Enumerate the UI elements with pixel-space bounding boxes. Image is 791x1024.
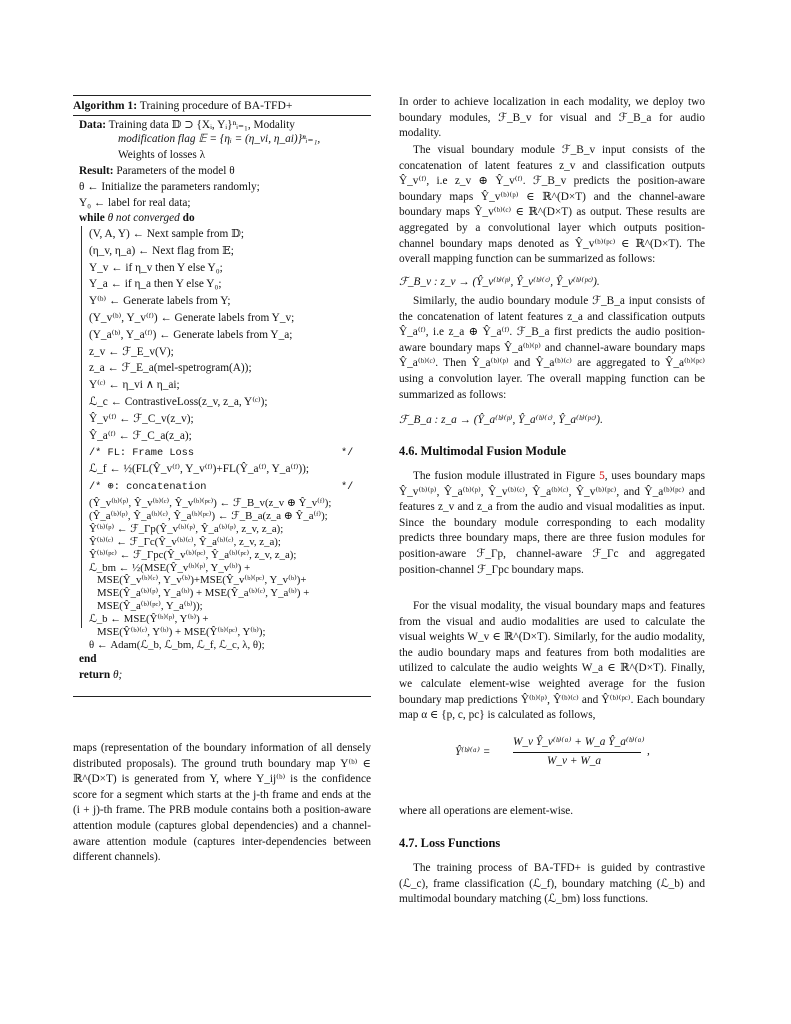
equation-fusion-numerator: W_v Ŷ_v⁽ᵇ⁾⁽ᵅ⁾ + W_a Ŷ_a⁽ᵇ⁾⁽ᵅ⁾ [513, 736, 645, 748]
algorithm-title [73, 99, 371, 116]
result-line [79, 164, 235, 178]
algorithm-step: Y_a ← if η_a then Y else Y₀; [89, 278, 222, 291]
comment-frame-loss [89, 446, 194, 460]
while-line [79, 211, 195, 225]
equation-fusion [455, 735, 675, 775]
algorithm-step: Ŷ_v⁽ᶠ⁾ ← ℱ_C_v(z_v); [89, 412, 194, 425]
comment-end-2: */ [341, 481, 354, 493]
algorithm-step: z_a ← ℱ_E_a(mel-spetrogram(A)); [89, 362, 252, 375]
do-keyword: do [182, 212, 195, 224]
equation-fusion-denominator: W_v + W_a [547, 755, 602, 767]
algorithm-step: z_v ← ℱ_E_v(V); [89, 345, 174, 358]
algorithm-step: (Y_v⁽ᵇ⁾, Y_v⁽ᶠ⁾) ← Generate labels from Y_v; [89, 312, 295, 324]
algorithm-step: Ŷ⁽ᵇ⁾⁽ᶜ⁾ ← ℱ_Γc(Ŷ_v⁽ᵇ⁾⁽ᶜ⁾, Ŷ_a⁽ᵇ⁾⁽ᶜ⁾, z_v, z_a); [89, 535, 281, 548]
right-paragraph-6: where all operations are element-wise. [399, 805, 574, 817]
algorithm-step: Y⁽ᵇ⁾ ← Generate labels from Y; [89, 295, 231, 308]
algorithm-title-text: Training procedure of BA-TFD+ [139, 99, 293, 112]
figure-5-link[interactable]: 5 [599, 470, 605, 482]
comment-concat-text: /* ⊕: concatenation [89, 481, 207, 493]
algorithm-step: (Y_a⁽ᵇ⁾, Y_a⁽ᶠ⁾) ← Generate labels from Y_a; [89, 328, 293, 341]
algorithm-step: MSE(Ŷ_v⁽ᵇ⁾⁽ᶜ⁾, Y_v⁽ᵇ⁾)+MSE(Ŷ_v⁽ᵇ⁾⁽ᵖᶜ⁾, Y_v⁽ᵇ⁾)+ [97, 574, 307, 587]
data-line-3: Weights of losses λ [118, 149, 206, 161]
right-paragraph-7: The training process of BA-TFD+ is guided by contrastive (ℒ_c), frame classification (ℒ_f), boundary matching (ℒ_b) and multimodal boundary matching (ℒ_bm) loss functions. [399, 862, 705, 906]
algorithm-step: (η_v, η_a) ← Next flag from 𝔼; [89, 244, 234, 257]
result-label: Result: [79, 165, 114, 177]
algorithm-step: Y_v ← if η_v then Y else Y₀; [89, 261, 223, 274]
data-line-2: modification flag 𝔼 = {ηᵢ = (η_vi, η_ai)}ⁿᵢ₌₁, [118, 133, 321, 145]
algorithm-step: Ŷ_a⁽ᶠ⁾ ← ℱ_C_a(z_a); [89, 429, 192, 442]
algorithm-step: Y⁽ᶜ⁾ ← η_vi ∧ η_ai; [89, 379, 180, 392]
section-heading-fusion: 4.6. Multimodal Fusion Module [399, 444, 566, 458]
equation-fusion-comma: , [647, 745, 650, 757]
right-paragraph-2: The visual boundary module ℱ_B_v input consists of the concatenation of latent features z_v and classification outputs Ŷ_v⁽ᶠ⁾, i.e z_v ⊕ Ŷ_v⁽ᶠ⁾. ℱ_B_v predicts the position-aware boundary maps Ŷ_v⁽ᵇ⁾⁽ᵖ⁾ ∈ ℝ^(D×T) and the channel-aware boundary maps Ŷ_v⁽ᵇ⁾⁽ᶜ⁾ ∈ ℝ^(D×T) as output. These results are aggregated by a convolutional layer which outputs position-channel boundary maps denoted as Ŷ_v⁽ᵇ⁾⁽ᵖᶜ⁾ ∈ ℝ^(D×T). The overall mapping function can be summarized as follows: [399, 144, 705, 266]
equation-fusion-bar [513, 752, 641, 753]
left-paragraph: maps (representation of the boundary information of all densely distributed proposals). The ground truth boundary map Y⁽ᵇ⁾ ∈ ℝ^(D×T) is generated from Y, where Y_ij⁽ᵇ⁾ is the confidence score for a segment which starts at the j-th frame and ends at the (i + j)-th frame. The PRB module contains both a position-aware attention module (captures global dependencies) and a channel-aware attention module (captures inter-dependencies between different channels). [73, 742, 371, 864]
while-condition: θ not converged [107, 212, 180, 224]
algorithm-label: Algorithm 1: [73, 99, 138, 112]
return-line [79, 668, 122, 682]
right-paragraph-1: In order to achieve localization in each modality, we deploy two boundary modules, ℱ_B_v for visual and ℱ_B_a for audio modality. [399, 96, 705, 140]
fusion-text-a: The fusion module illustrated in Figure [413, 470, 600, 482]
equation-fusion-lhs: Ŷ⁽ᵇ⁾⁽ᵅ⁾ = [455, 746, 491, 758]
algorithm-step: (Ŷ_v⁽ᵇ⁾⁽ᵖ⁾, Ŷ_v⁽ᵇ⁾⁽ᶜ⁾, Ŷ_v⁽ᵇ⁾⁽ᵖᶜ⁾) ← ℱ_B_v(z_v ⊕ Ŷ_v⁽ᶠ⁾); [89, 497, 332, 509]
while-keyword: while [79, 212, 105, 224]
algorithm-step: (V, A, Y) ← Next sample from 𝔻; [89, 228, 245, 240]
return-keyword: return [79, 669, 111, 681]
data-line-1 [79, 118, 295, 132]
algorithm-step: Ŷ⁽ᵇ⁾⁽ᵖ⁾ ← ℱ_Γp(Ŷ_v⁽ᵇ⁾⁽ᵖ⁾, Ŷ_a⁽ᵇ⁾⁽ᵖ⁾, z_v, z_a); [89, 522, 284, 535]
algorithm-step: MSE(Ŷ_a⁽ᵇ⁾⁽ᵖ⁾, Y_a⁽ᵇ⁾) + MSE(Ŷ_a⁽ᵇ⁾⁽ᶜ⁾, Y_a⁽ᵇ⁾) + [97, 587, 310, 600]
algorithm-step: ℒ_b ← MSE(Ŷ⁽ᵇ⁾⁽ᵖ⁾, Y⁽ᵇ⁾) + [89, 613, 209, 626]
equation-audio-mapping: ℱ_B_a : z_a → (Ŷ_a⁽ᵇ⁾⁽ᵖ⁾, Ŷ_a⁽ᵇ⁾⁽ᶜ⁾, Ŷ_a⁽ᵇ⁾⁽ᵖᶜ⁾). [399, 414, 603, 426]
end-keyword: end [79, 653, 97, 665]
algorithm-step: ℒ_c ← ContrastiveLoss(z_v, z_a, Y⁽ᶜ⁾); [89, 396, 268, 408]
algorithm-step: Ŷ⁽ᵇ⁾⁽ᵖᶜ⁾ ← ℱ_Γpc(Ŷ_v⁽ᵇ⁾⁽ᵖᶜ⁾, Ŷ_a⁽ᵇ⁾⁽ᵖᶜ⁾, z_v, z_a); [89, 548, 297, 561]
right-paragraph-3: Similarly, the audio boundary module ℱ_B_a input consists of the concatenation of latent features z_a and classification outputs Ŷ_a⁽ᶠ⁾, i.e z_a ⊕ Ŷ_a⁽ᶠ⁾. ℱ_B_a first predicts the audio position-aware boundary maps Ŷ_a⁽ᵇ⁾⁽ᵖ⁾ and channel-aware boundary maps Ŷ_a⁽ᵇ⁾⁽ᶜ⁾. Then Ŷ_a⁽ᵇ⁾⁽ᵖ⁾ and Ŷ_a⁽ᵇ⁾⁽ᶜ⁾ are aggregated to Ŷ_a⁽ᵇ⁾⁽ᵖᶜ⁾ using a convolution layer. The overall mapping function can be summarized as follows: [399, 295, 705, 401]
comment-end-1: */ [341, 447, 354, 459]
data-line-1-text: Training data 𝔻 ⊃ {Xᵢ, Yᵢ}ⁿᵢ₌₁, Modality [108, 119, 295, 131]
comment-frame-loss-text: /* FL: Frame Loss [89, 447, 195, 459]
data-label: Data: [79, 119, 106, 131]
frame-loss-line: ℒ_f ← ½(FL(Ŷ_v⁽ᶠ⁾, Y_v⁽ᶠ⁾)+FL(Ŷ_a⁽ᶠ⁾, Y_a⁽ᶠ⁾)); [89, 463, 310, 475]
while-body-bar [81, 226, 82, 628]
result-text: Parameters of the model θ [116, 165, 235, 177]
algorithm-box [73, 95, 371, 697]
algorithm-step: θ ← Adam(ℒ_b, ℒ_bm, ℒ_f, ℒ_c, λ, θ); [89, 638, 265, 651]
return-value: θ; [113, 669, 123, 681]
y0-line: Y₀ ← label for real data; [79, 197, 191, 209]
right-paragraph-4 [399, 469, 705, 578]
fusion-text-b: , uses boundary maps Ŷ_v⁽ᵇ⁾⁽ᵖ⁾, Ŷ_a⁽ᵇ⁾⁽ᵖ⁾, Ŷ_v⁽ᵇ⁾⁽ᶜ⁾, Ŷ_a⁽ᵇ⁾⁽ᶜ⁾, Ŷ_v⁽ᵇ⁾⁽ᵖᶜ⁾, and Ŷ_a⁽ᵇ⁾⁽ᵖᶜ⁾ and features z_v and z_a from the audio and visual modalities as input. Since the boundary module corresponding to each modality predicts three boundary maps, there are three fusion modules for position-aware ℱ_Γp, channel-aware ℱ_Γc and aggregated position-channel ℱ_Γpc boundary maps. [399, 470, 706, 576]
init-line: θ ← Initialize the parameters randomly; [79, 181, 260, 193]
algorithm-step: MSE(Ŷ_a⁽ᵇ⁾⁽ᵖᶜ⁾, Y_a⁽ᵇ⁾)); [97, 600, 203, 613]
right-paragraph-5: For the visual modality, the visual boundary maps and features from the visual and audio modalities are used to calculate the visual weights W_v ∈ ℝ^(D×T). Similarly, for the audio modality, the audio boundary maps and features from both modalities are utilized to calculate the audio weights W_a ∈ ℝ^(D×T). Finally, we calculate element-wise weighted average for the fusion boundary map predictions Ŷ⁽ᵇ⁾⁽ᵖ⁾, Ŷ⁽ᵇ⁾⁽ᶜ⁾ and Ŷ⁽ᵇ⁾⁽ᵖᶜ⁾. Each boundary map α ∈ {p, c, pc} is calculated as follows, [399, 600, 705, 722]
algorithm-step: (Ŷ_a⁽ᵇ⁾⁽ᵖ⁾, Ŷ_a⁽ᵇ⁾⁽ᶜ⁾, Ŷ_a⁽ᵇ⁾⁽ᵖᶜ⁾) ← ℱ_B_a(z_a ⊕ Ŷ_a⁽ᶠ⁾); [89, 509, 328, 522]
algorithm-step: MSE(Ŷ⁽ᵇ⁾⁽ᶜ⁾, Y⁽ᵇ⁾) + MSE(Ŷ⁽ᵇ⁾⁽ᵖᶜ⁾, Y⁽ᵇ⁾); [97, 626, 266, 638]
equation-visual-mapping: ℱ_B_v : z_v → (Ŷ_v⁽ᵇ⁾⁽ᵖ⁾, Ŷ_v⁽ᵇ⁾⁽ᶜ⁾, Ŷ_v⁽ᵇ⁾⁽ᵖᶜ⁾). [399, 276, 600, 288]
algorithm-step: ℒ_bm ← ½(MSE(Ŷ_v⁽ᵇ⁾⁽ᵖ⁾, Y_v⁽ᵇ⁾) + [89, 561, 251, 574]
comment-concat [89, 480, 206, 494]
section-heading-loss: 4.7. Loss Functions [399, 836, 501, 850]
